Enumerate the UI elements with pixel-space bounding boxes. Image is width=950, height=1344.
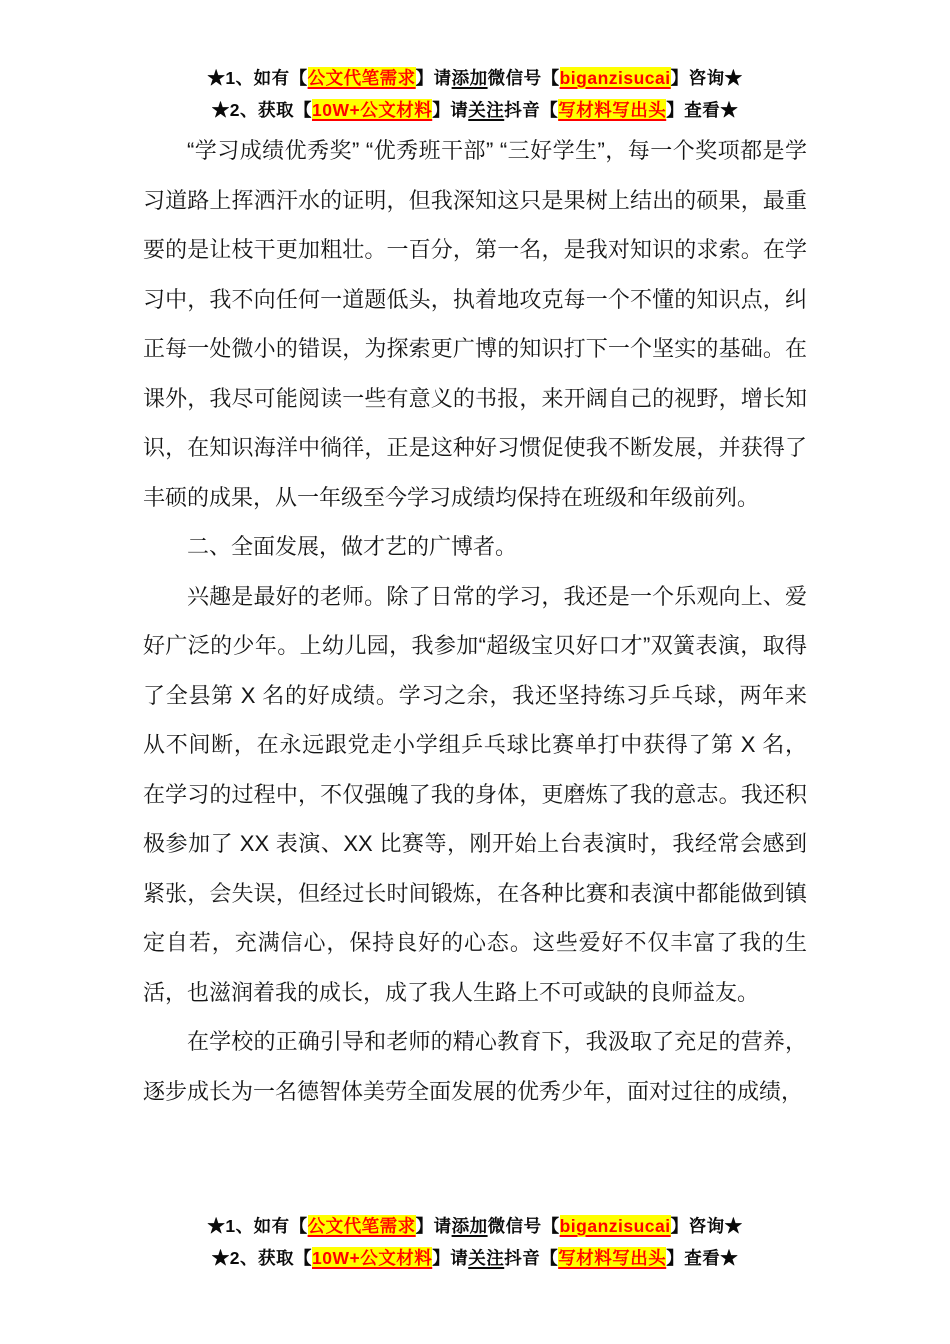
banner1-suffix: 】咨询★ (670, 68, 743, 88)
banner2-mid-1: 】请 (432, 1248, 469, 1268)
paragraph-2: 二、全面发展，做才艺的广博者。 (187, 534, 518, 559)
banner1-service-highlight: 公文代笔需求 (307, 68, 416, 88)
banner1-prefix: ★1、如有【 (207, 68, 308, 88)
banner2-materials-highlight: 10W+公文材料 (312, 100, 433, 120)
paragraph-4: 在学校的正确引导和老师的精心教育下，我汲取了充足的营养，逐步成长为一名德智体美劳全面发展的优秀少年，面对过往的成绩， (143, 1029, 807, 1104)
banner1-mid-1: 】请 (415, 68, 452, 88)
banner1-wechat-id: biganzisucai (559, 1216, 671, 1236)
banner2-douyin-id: 写材料写出头 (558, 1248, 667, 1268)
banner1-mid-2: 微信号【 (487, 68, 560, 88)
banner1-service-highlight: 公文代笔需求 (307, 1216, 416, 1236)
banner2-mid-2: 抖音【 (504, 1248, 559, 1268)
banner1-mid-2: 微信号【 (487, 1216, 560, 1236)
banner2-douyin-id: 写材料写出头 (558, 100, 667, 120)
footer-line-2 (0, 1242, 950, 1274)
banner2-follow-action: 关注 (468, 1248, 505, 1268)
header-ad-banner (0, 62, 950, 126)
banner1-add-action: 添加 (451, 1216, 488, 1236)
banner1-mid-1: 】请 (415, 1216, 452, 1236)
banner2-materials-highlight: 10W+公文材料 (312, 1248, 433, 1268)
header-line-1 (0, 62, 950, 94)
banner1-add-action: 添加 (451, 68, 488, 88)
banner2-mid-1: 】请 (432, 100, 469, 120)
banner2-follow-action: 关注 (468, 100, 505, 120)
footer-ad-banner (0, 1210, 950, 1274)
banner1-suffix: 】咨询★ (670, 1216, 743, 1236)
banner1-wechat-id: biganzisucai (559, 68, 671, 88)
footer-line-1 (0, 1210, 950, 1242)
header-line-2 (0, 94, 950, 126)
paragraph-3: 兴趣是最好的老师。除了日常的学习，我还是一个乐观向上、爱好广泛的少年。上幼儿园，我参加“超级宝贝好口才”双簧表演，取得了全县第 X 名的好成绩。学习之余，我还坚持练习乒乓球，两年来从不间断，在永远跟党走小学组乒乓球比赛单打中获得了第 X 名，在学习的过程中，不仅强魄了我的身体，更磨炼了我的意志。我还积极参加了 XX 表演、XX 比赛等，刚开始上台表演时，我经常会感到紧张，会失误，但经过长时间锻炼，在各种比赛和表演中都能做到镇定自若，充满信心，保持良好的心态。这些爱好不仅丰富了我的生活，也滋润着我的成长，成了我人生路上不可或缺的良师益友。 (143, 583, 807, 1005)
banner2-suffix: 】查看★ (666, 100, 739, 120)
banner2-mid-2: 抖音【 (504, 100, 559, 120)
document-body (143, 126, 807, 1116)
banner2-prefix: ★2、获取【 (211, 1248, 313, 1268)
paragraph-1: “学习成绩优秀奖” “优秀班干部” “三好学生”，每一个奖项都是学习道路上挥洒汗水的证明，但我深知这只是果树上结出的硕果，最重要的是让枝干更加粗壮。一百分，第一名，是我对知识的求索。在学习中，我不向任何一道题低头，执着地攻克每一个不懂的知识点，纠正每一处微小的错误，为探索更广博的知识打下一个坚实的基础。在课外，我尽可能阅读一些有意义的书报，来开阔自己的视野，增长知识，在知识海洋中徜徉，正是这种好习惯促使我不断发展，并获得了丰硕的成果，从一年级至今学习成绩均保持在班级和年级前列。 (143, 138, 807, 510)
banner2-prefix: ★2、获取【 (211, 100, 313, 120)
banner2-suffix: 】查看★ (666, 1248, 739, 1268)
banner1-prefix: ★1、如有【 (207, 1216, 308, 1236)
